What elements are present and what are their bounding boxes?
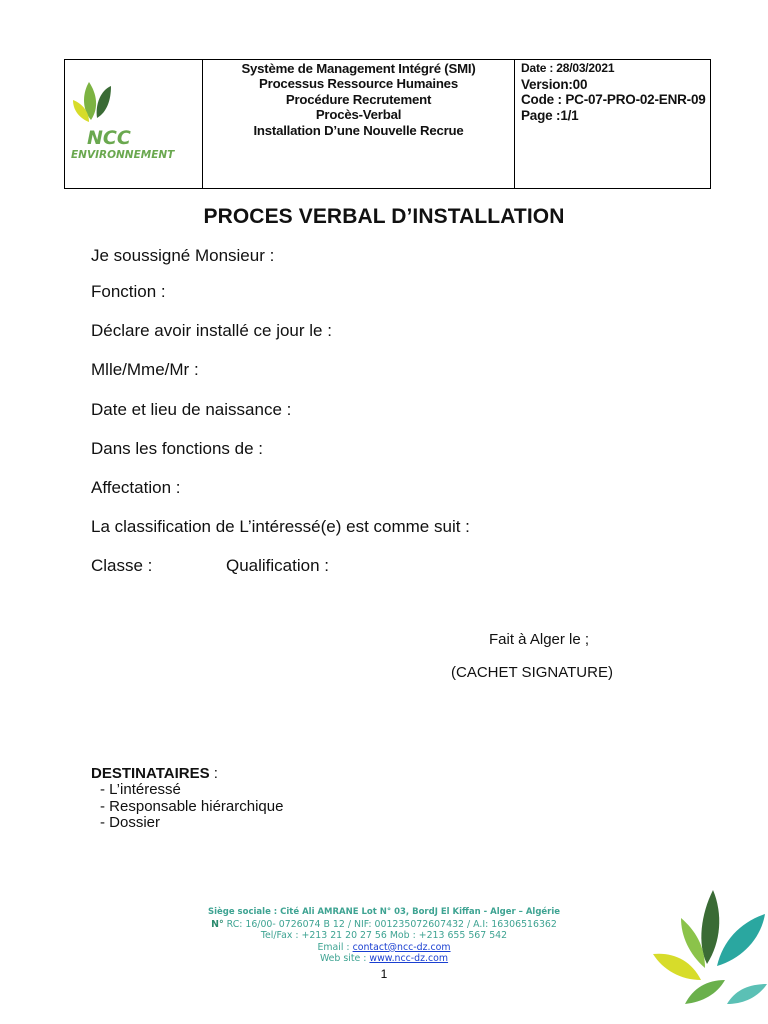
field-classification: La classification de L’intéressé(e) est comme suit : (91, 517, 470, 536)
destinataires-colon: : (209, 765, 218, 782)
field-civilite: Mlle/Mme/Mr : (91, 360, 199, 379)
header-line-installation: Installation D’une Nouvelle Recrue (253, 122, 464, 138)
destinataire-item: - L’intéressé (100, 782, 283, 799)
page-number: 1 (380, 967, 388, 981)
header-line-pv: Procès-Verbal (315, 107, 402, 123)
header-meta (515, 60, 710, 188)
destinataires-label: DESTINATAIRES (91, 765, 210, 782)
leaf-dark-green-icon (701, 890, 719, 964)
field-fonction: Fonction : (91, 282, 166, 301)
destinataire-item: - Dossier (100, 815, 283, 832)
logo-leaf-dark (97, 86, 111, 118)
field-affectation: Affectation : (91, 478, 181, 497)
footer-rc: RC: 16/00- 0726074 B 12 / NIF: 001235072607432 / A.I: 16306516362 (223, 918, 557, 930)
field-classe: Classe : (91, 556, 153, 575)
field-declare: Déclare avoir installé ce jour le : (91, 321, 332, 340)
header-code: Code : PC-07-PRO-02-ENR-09 (521, 92, 706, 107)
leaf-light-green-icon (681, 918, 705, 968)
footer-email-link[interactable]: contact@ncc-dz.com (352, 941, 451, 953)
footer-email-label: Email : (317, 941, 353, 953)
ncc-logo (69, 78, 199, 168)
logo-text-top: NCC (87, 127, 131, 149)
footer-n-label: N° (211, 918, 224, 930)
document-title: PROCES VERBAL D’INSTALLATION (203, 205, 565, 228)
logo-text-bottom: ENVIRONNEMENT (71, 149, 175, 161)
signature-cachet: (CACHET SIGNATURE) (451, 664, 613, 681)
header-line-smi: Système de Management Intégré (SMI) (241, 61, 476, 76)
leaf-bottom-teal-icon (727, 984, 767, 1004)
header-date: Date : 28/03/2021 (521, 61, 615, 75)
header-line-process: Processus Ressource Humaines (259, 76, 458, 92)
signature-place-date: Fait à Alger le ; (489, 631, 590, 648)
field-soussigne: Je soussigné Monsieur : (91, 246, 275, 265)
header-page: Page :1/1 (521, 107, 579, 123)
header-description (203, 60, 515, 188)
footer-address: Siège sociale : Cité Ali AMRANE Lot N° 03, BordJ El Kiffan - Alger – Algérie (207, 907, 561, 917)
field-naissance: Date et lieu de naissance : (91, 400, 292, 419)
destinataires-list (91, 782, 283, 832)
footer-web-label: Web site : (319, 953, 370, 965)
footer-tel: Tel/Fax : +213 21 20 27 56 Mob : +213 655 567 542 (260, 930, 508, 942)
leaf-teal-icon (717, 914, 765, 966)
destinataires-heading (91, 765, 283, 782)
leaf-bottom-green-icon (685, 980, 725, 1004)
destinataire-item: - Responsable hiérarchique (100, 799, 283, 816)
decorative-leaves-icon (645, 884, 768, 1004)
destinataires-section (91, 765, 283, 832)
logo-cell (65, 60, 203, 188)
header-table (64, 59, 711, 189)
field-fonctions-de: Dans les fonctions de : (91, 439, 263, 458)
footer-web-link[interactable]: www.ncc-dz.com (369, 953, 449, 965)
leaf-yellow-icon (653, 954, 701, 980)
header-line-procedure: Procédure Recrutement (285, 91, 432, 107)
header-version: Version:00 (521, 76, 588, 92)
field-qualification: Qualification : (226, 556, 329, 575)
